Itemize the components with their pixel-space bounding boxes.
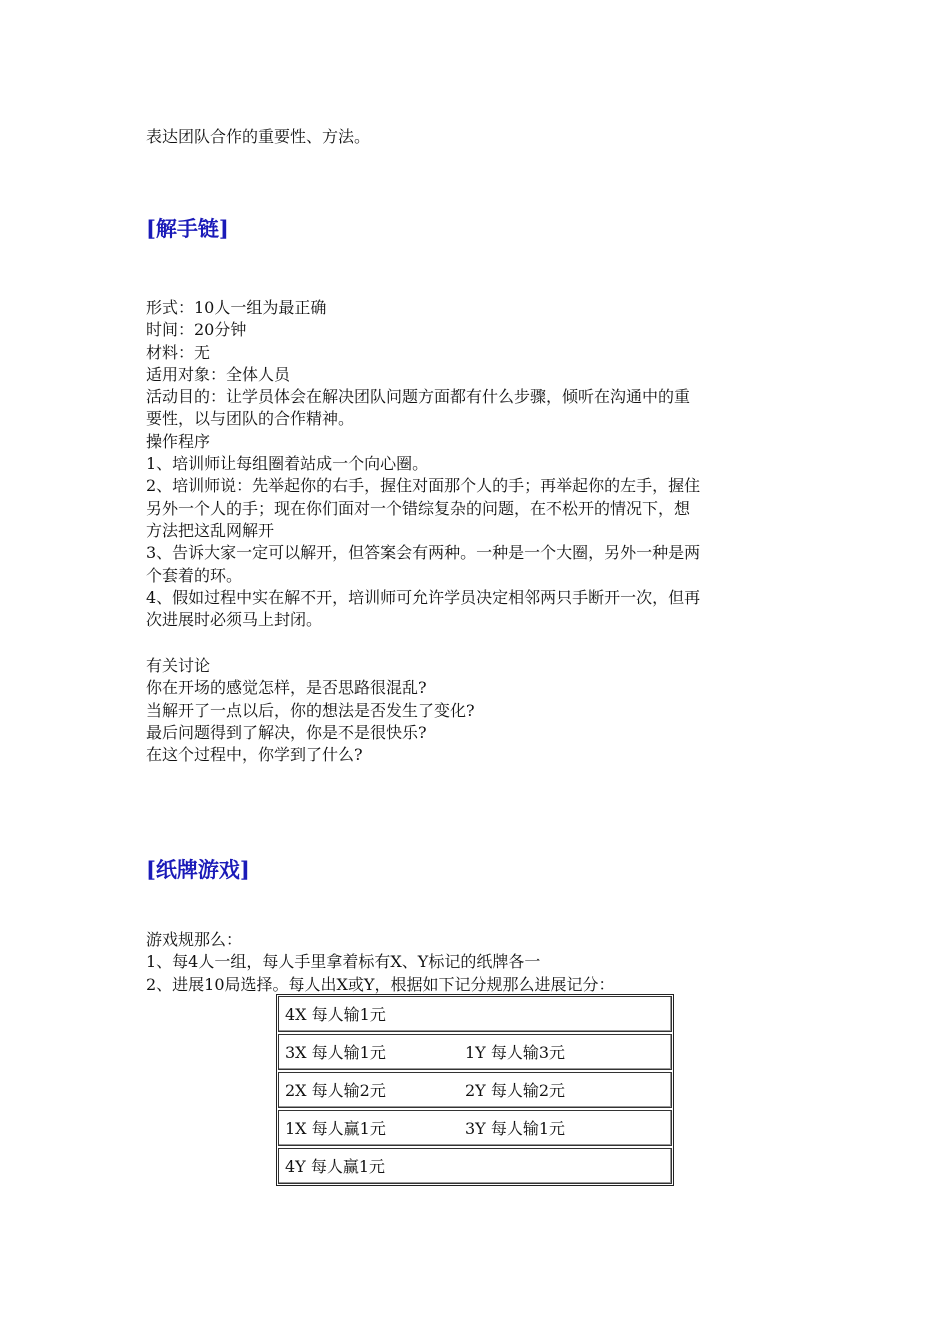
- table-cell: 3Y 每人输1元: [465, 1119, 566, 1138]
- table-cell: 3X 每人输1元: [285, 1043, 386, 1062]
- text-line: 1、每4人一组，每人手里拿着标有X、Y标记的纸牌各一: [146, 952, 541, 972]
- text-line: 形式：10人一组为最正确: [146, 298, 327, 317]
- discussion-line: 你在开场的感觉怎样，是否思路很混乱?: [146, 678, 427, 698]
- hand-chain-discussion: [146, 655, 811, 766]
- text-line: 适用对象：全体人员: [146, 364, 291, 384]
- table-row: [278, 1110, 672, 1146]
- text-line: 材料：无: [146, 342, 211, 362]
- discussion-line: 当解开了一点以后，你的想法是否发生了变化?: [146, 700, 475, 720]
- text-line: 1、培训师让每组圈着站成一个向心圈。: [146, 454, 429, 474]
- section-title-card-game: [纸牌游戏]: [146, 857, 250, 882]
- text-line: 游戏规那么：: [146, 930, 243, 949]
- text-line: 时间：20分钟: [146, 320, 247, 340]
- table-row: [278, 996, 672, 1032]
- text-line: 个套着的环。: [146, 565, 243, 585]
- text-line: 操作程序: [146, 431, 211, 451]
- table-cell: 1X 每人赢1元: [285, 1119, 386, 1138]
- discussion-heading: 有关讨论: [146, 656, 211, 675]
- table-row: [278, 1148, 672, 1184]
- score-table: [276, 994, 674, 1186]
- table-cell: 2Y 每人输2元: [465, 1081, 566, 1100]
- discussion-line: 最后问题得到了解决，你是不是很快乐?: [146, 722, 427, 742]
- table-cell: 4X 每人输1元: [285, 1005, 386, 1024]
- discussion-line: 在这个过程中，你学到了什么?: [146, 745, 363, 765]
- table-row: [278, 1034, 672, 1070]
- card-game-body: [146, 929, 811, 996]
- intro-line: 表达团队合作的重要性、方法。: [146, 127, 371, 146]
- text-line: 次进展时必须马上封闭。: [146, 610, 323, 630]
- text-line: 另外一个人的手；现在你们面对一个错综复杂的问题，在不松开的情况下，想: [146, 498, 691, 518]
- text-line: 活动目的：让学员体会在解决团队问题方面都有什么步骤，倾听在沟通中的重: [146, 387, 691, 407]
- text-line: 3、告诉大家一定可以解开，但答案会有两种。一种是一个大圈，另外一种是两: [146, 543, 701, 563]
- text-line: 2、培训师说：先举起你的右手，握住对面那个人的手；再举起你的左手，握住: [146, 476, 701, 496]
- table-cell: 1Y 每人输3元: [465, 1043, 566, 1062]
- text-line: 要性，以与团队的合作精神。: [146, 409, 355, 429]
- table-cell: 2X 每人输2元: [285, 1081, 386, 1100]
- text-line: 4、假如过程中实在解不开，培训师可允许学员决定相邻两只手断开一次，但再: [146, 587, 701, 607]
- text-line: 2、进展10局选择。每人出X或Y，根据如下记分规那么进展记分：: [146, 974, 615, 994]
- table-cell: 4Y 每人赢1元: [285, 1157, 386, 1176]
- table-row: [278, 1072, 672, 1108]
- hand-chain-body: [146, 297, 811, 631]
- section-title-hand-chain: [解手链]: [146, 216, 229, 241]
- text-line: 方法把这乱网解开: [146, 520, 275, 540]
